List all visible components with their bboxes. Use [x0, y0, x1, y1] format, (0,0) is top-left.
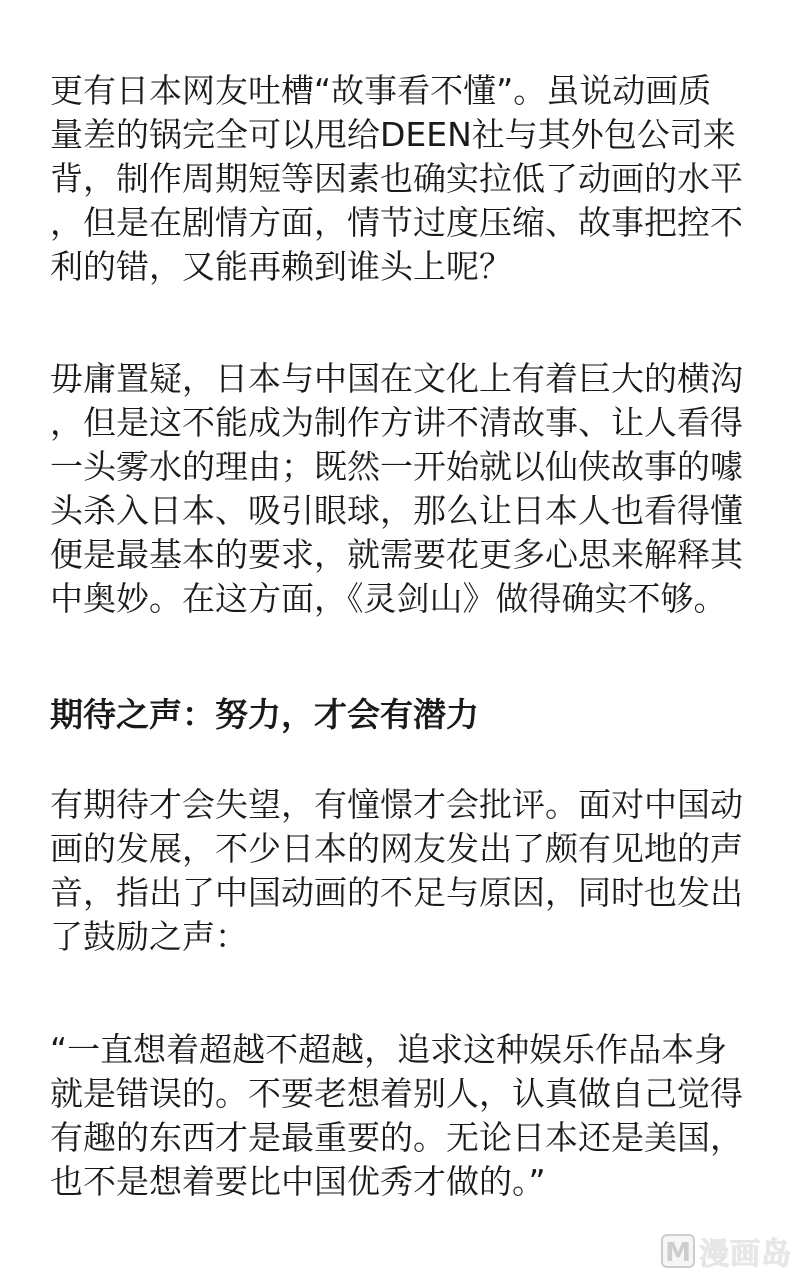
watermark-logo-icon: M — [661, 1234, 695, 1268]
text-line: ，但是在剧情方面，情节过度压缩、故事把控不 — [50, 203, 743, 242]
quote-line: 就是错误的。不要老想着别人，认真做自己觉得 — [50, 1074, 743, 1113]
text-line: 了鼓励之声： — [50, 917, 248, 956]
text-line: 一头雾水的理由；既然一开始就以仙侠故事的噱 — [50, 447, 743, 486]
text-line: 有期待才会失望，有憧憬才会批评。面对中国动 — [50, 785, 743, 824]
text-line: 背，制作周期短等因素也确实拉低了动画的水平 — [50, 159, 743, 198]
paragraph-story-criticism — [50, 69, 750, 289]
text-line: 更有日本网友吐槽“故事看不懂”。虽说动画质 — [50, 71, 712, 110]
section-heading — [50, 693, 750, 737]
watermark — [661, 1229, 792, 1273]
text-line: 中奥妙。在这方面，《灵剑山》做得确实不够。 — [50, 579, 727, 618]
text-line: 量差的锅完全可以甩给DEEN社与其外包公司来 — [50, 115, 736, 154]
paragraph-expectations — [50, 783, 750, 959]
text-line: 音，指出了中国动画的不足与原因，同时也发出 — [50, 873, 743, 912]
quote-block — [50, 1028, 750, 1204]
heading-text: 期待之声：努力，才会有潜力 — [50, 695, 479, 734]
text-line: 毋庸置疑，日本与中国在文化上有着巨大的横沟 — [50, 359, 743, 398]
paragraph-cultural-gap — [50, 357, 750, 621]
text-line: 画的发展，不少日本的网友发出了颇有见地的声 — [50, 829, 743, 868]
text-line: ，但是这不能成为制作方讲不清故事、让人看得 — [50, 403, 743, 442]
text-line: 利的错，又能再赖到谁头上呢？ — [50, 247, 512, 286]
text-line: 头杀入日本、吸引眼球，那么让日本人也看得懂 — [50, 491, 743, 530]
watermark-text: 漫画岛 — [699, 1237, 792, 1272]
quote-line: “一直想着超越不超越，追求这种娱乐作品本身 — [50, 1030, 728, 1069]
quote-line: 有趣的东西才是最重要的。无论日本还是美国， — [50, 1118, 743, 1157]
text-line: 便是最基本的要求，就需要花更多心思来解释其 — [50, 535, 743, 574]
quote-line: 也不是想着要比中国优秀才做的。” — [50, 1162, 546, 1201]
